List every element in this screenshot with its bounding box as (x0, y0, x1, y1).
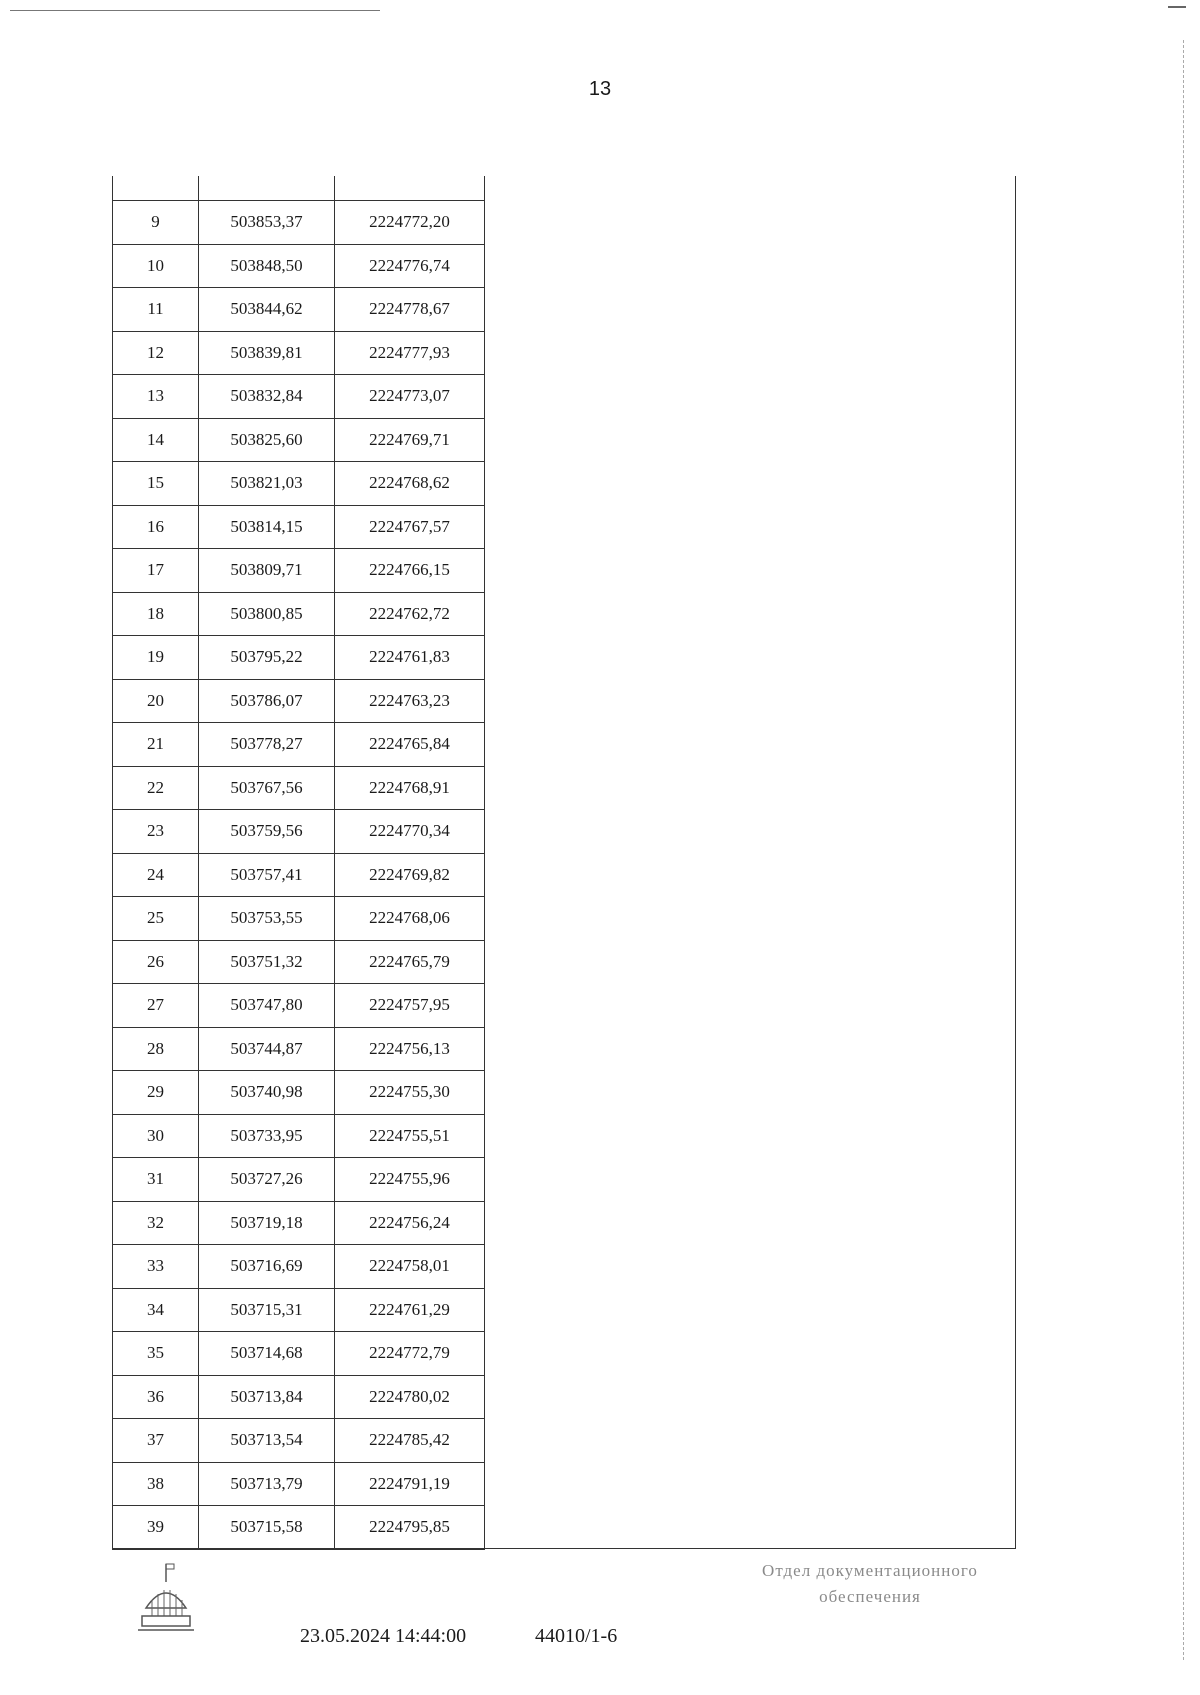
table-row (113, 1419, 485, 1463)
x-coordinate-cell: 503740,98 (199, 1071, 335, 1115)
y-coordinate-cell: 2224795,85 (335, 1506, 485, 1550)
scan-edge-corner (1168, 6, 1186, 8)
point-number-cell: 28 (113, 1027, 199, 1071)
table-row (113, 1462, 485, 1506)
point-number-cell: 21 (113, 723, 199, 767)
y-coordinate-cell: 2224755,30 (335, 1071, 485, 1115)
point-number-cell: 39 (113, 1506, 199, 1550)
y-coordinate-cell: 2224777,93 (335, 331, 485, 375)
y-coordinate-cell: 2224772,79 (335, 1332, 485, 1376)
y-coordinate-cell: 2224785,42 (335, 1419, 485, 1463)
table-row (113, 549, 485, 593)
x-coordinate-cell: 503848,50 (199, 244, 335, 288)
y-coordinate-cell: 2224768,06 (335, 897, 485, 941)
x-coordinate-cell: 503844,62 (199, 288, 335, 332)
x-coordinate-cell: 503716,69 (199, 1245, 335, 1289)
table-row (113, 331, 485, 375)
table-row (113, 505, 485, 549)
table-row (113, 897, 485, 941)
y-coordinate-cell: 2224772,20 (335, 201, 485, 245)
point-number-cell: 26 (113, 940, 199, 984)
point-number-cell: 24 (113, 853, 199, 897)
table-row (113, 462, 485, 506)
y-coordinate-cell: 2224765,84 (335, 723, 485, 767)
x-coordinate-cell: 503839,81 (199, 331, 335, 375)
y-coordinate-cell: 2224791,19 (335, 1462, 485, 1506)
point-number-cell: 19 (113, 636, 199, 680)
point-number-cell: 9 (113, 201, 199, 245)
point-number-cell: 27 (113, 984, 199, 1028)
x-coordinate-cell: 503713,79 (199, 1462, 335, 1506)
point-number-cell: 10 (113, 244, 199, 288)
table-row (113, 766, 485, 810)
x-coordinate-cell: 503795,22 (199, 636, 335, 680)
point-number-cell: 13 (113, 375, 199, 419)
x-coordinate-cell: 503744,87 (199, 1027, 335, 1071)
table-row (113, 940, 485, 984)
table-row (113, 1506, 485, 1550)
table-row (113, 1158, 485, 1202)
y-coordinate-cell: 2224778,67 (335, 288, 485, 332)
table-row (113, 244, 485, 288)
x-coordinate-cell: 503759,56 (199, 810, 335, 854)
table-row (113, 592, 485, 636)
point-number-cell: 31 (113, 1158, 199, 1202)
department-stamp (700, 1558, 1040, 1610)
scan-edge-top (10, 10, 380, 11)
y-coordinate-cell: 2224769,71 (335, 418, 485, 462)
y-coordinate-cell: 2224780,02 (335, 1375, 485, 1419)
x-coordinate-cell: 503814,15 (199, 505, 335, 549)
point-number-cell: 15 (113, 462, 199, 506)
y-coordinate-cell: 2224770,34 (335, 810, 485, 854)
x-coordinate-cell: 503715,31 (199, 1288, 335, 1332)
x-coordinate-cell: 503786,07 (199, 679, 335, 723)
point-number-cell: 29 (113, 1071, 199, 1115)
page-number: 13 (588, 78, 612, 100)
table-row (113, 1027, 485, 1071)
y-coordinate-cell: 2224758,01 (335, 1245, 485, 1289)
x-coordinate-cell: 503832,84 (199, 375, 335, 419)
table-row (113, 1201, 485, 1245)
registration-date: 23.05.2024 14:44:00 (300, 1625, 467, 1647)
duma-building-icon (136, 1560, 196, 1640)
x-coordinate-cell: 503821,03 (199, 462, 335, 506)
point-number-cell: 35 (113, 1332, 199, 1376)
x-coordinate-cell: 503714,68 (199, 1332, 335, 1376)
scan-edge-right (1183, 40, 1184, 1660)
table-row (113, 984, 485, 1028)
y-coordinate-cell: 2224761,83 (335, 636, 485, 680)
x-coordinate-cell: 503753,55 (199, 897, 335, 941)
y-coordinate-cell: 2224765,79 (335, 940, 485, 984)
point-number-cell: 22 (113, 766, 199, 810)
coordinates-table (112, 176, 485, 1550)
table-row (113, 636, 485, 680)
registration-code: 44010/1-6 (535, 1625, 618, 1647)
table-row (113, 810, 485, 854)
y-coordinate-cell: 2224761,29 (335, 1288, 485, 1332)
department-stamp-line2: обеспечения (819, 1587, 921, 1606)
table-row (113, 1245, 485, 1289)
x-coordinate-cell: 503751,32 (199, 940, 335, 984)
table-row (113, 1332, 485, 1376)
y-coordinate-cell: 2224755,51 (335, 1114, 485, 1158)
y-coordinate-cell: 2224768,62 (335, 462, 485, 506)
point-number-cell: 32 (113, 1201, 199, 1245)
x-coordinate-cell: 503800,85 (199, 592, 335, 636)
department-stamp-line1: Отдел документационного (762, 1561, 978, 1580)
table-row (113, 1288, 485, 1332)
x-coordinate-cell: 503809,71 (199, 549, 335, 593)
y-coordinate-cell: 2224763,23 (335, 679, 485, 723)
x-coordinate-cell: 503778,27 (199, 723, 335, 767)
point-number-cell: 38 (113, 1462, 199, 1506)
x-coordinate-cell: 503715,58 (199, 1506, 335, 1550)
table-row (113, 288, 485, 332)
point-number-cell: 14 (113, 418, 199, 462)
point-number-cell: 17 (113, 549, 199, 593)
point-number-cell: 36 (113, 1375, 199, 1419)
y-coordinate-cell: 2224767,57 (335, 505, 485, 549)
y-coordinate-cell: 2224769,82 (335, 853, 485, 897)
y-coordinate-cell: 2224755,96 (335, 1158, 485, 1202)
table-row (113, 1071, 485, 1115)
point-number-cell: 25 (113, 897, 199, 941)
point-number-cell: 37 (113, 1419, 199, 1463)
table-row (113, 1114, 485, 1158)
table-row (113, 853, 485, 897)
point-number-cell: 23 (113, 810, 199, 854)
x-coordinate-cell: 503747,80 (199, 984, 335, 1028)
point-number-cell: 30 (113, 1114, 199, 1158)
y-coordinate-cell: 2224756,24 (335, 1201, 485, 1245)
x-coordinate-cell: 503719,18 (199, 1201, 335, 1245)
point-number-cell: 12 (113, 331, 199, 375)
point-number-cell: 18 (113, 592, 199, 636)
table-row (113, 723, 485, 767)
point-number-cell: 16 (113, 505, 199, 549)
table-row (113, 375, 485, 419)
x-coordinate-cell: 503825,60 (199, 418, 335, 462)
x-coordinate-cell: 503767,56 (199, 766, 335, 810)
point-number-cell: 20 (113, 679, 199, 723)
y-coordinate-cell: 2224762,72 (335, 592, 485, 636)
x-coordinate-cell: 503713,84 (199, 1375, 335, 1419)
y-coordinate-cell: 2224757,95 (335, 984, 485, 1028)
y-coordinate-cell: 2224776,74 (335, 244, 485, 288)
x-coordinate-cell: 503733,95 (199, 1114, 335, 1158)
point-number-cell: 34 (113, 1288, 199, 1332)
table-row (113, 1375, 485, 1419)
point-number-cell: 11 (113, 288, 199, 332)
table-row (113, 201, 485, 245)
x-coordinate-cell: 503713,54 (199, 1419, 335, 1463)
table-row-continuation (113, 176, 485, 201)
y-coordinate-cell: 2224768,91 (335, 766, 485, 810)
point-number-cell: 33 (113, 1245, 199, 1289)
y-coordinate-cell: 2224756,13 (335, 1027, 485, 1071)
x-coordinate-cell: 503757,41 (199, 853, 335, 897)
y-coordinate-cell: 2224773,07 (335, 375, 485, 419)
table-row (113, 418, 485, 462)
table-row (113, 679, 485, 723)
x-coordinate-cell: 503727,26 (199, 1158, 335, 1202)
y-coordinate-cell: 2224766,15 (335, 549, 485, 593)
x-coordinate-cell: 503853,37 (199, 201, 335, 245)
